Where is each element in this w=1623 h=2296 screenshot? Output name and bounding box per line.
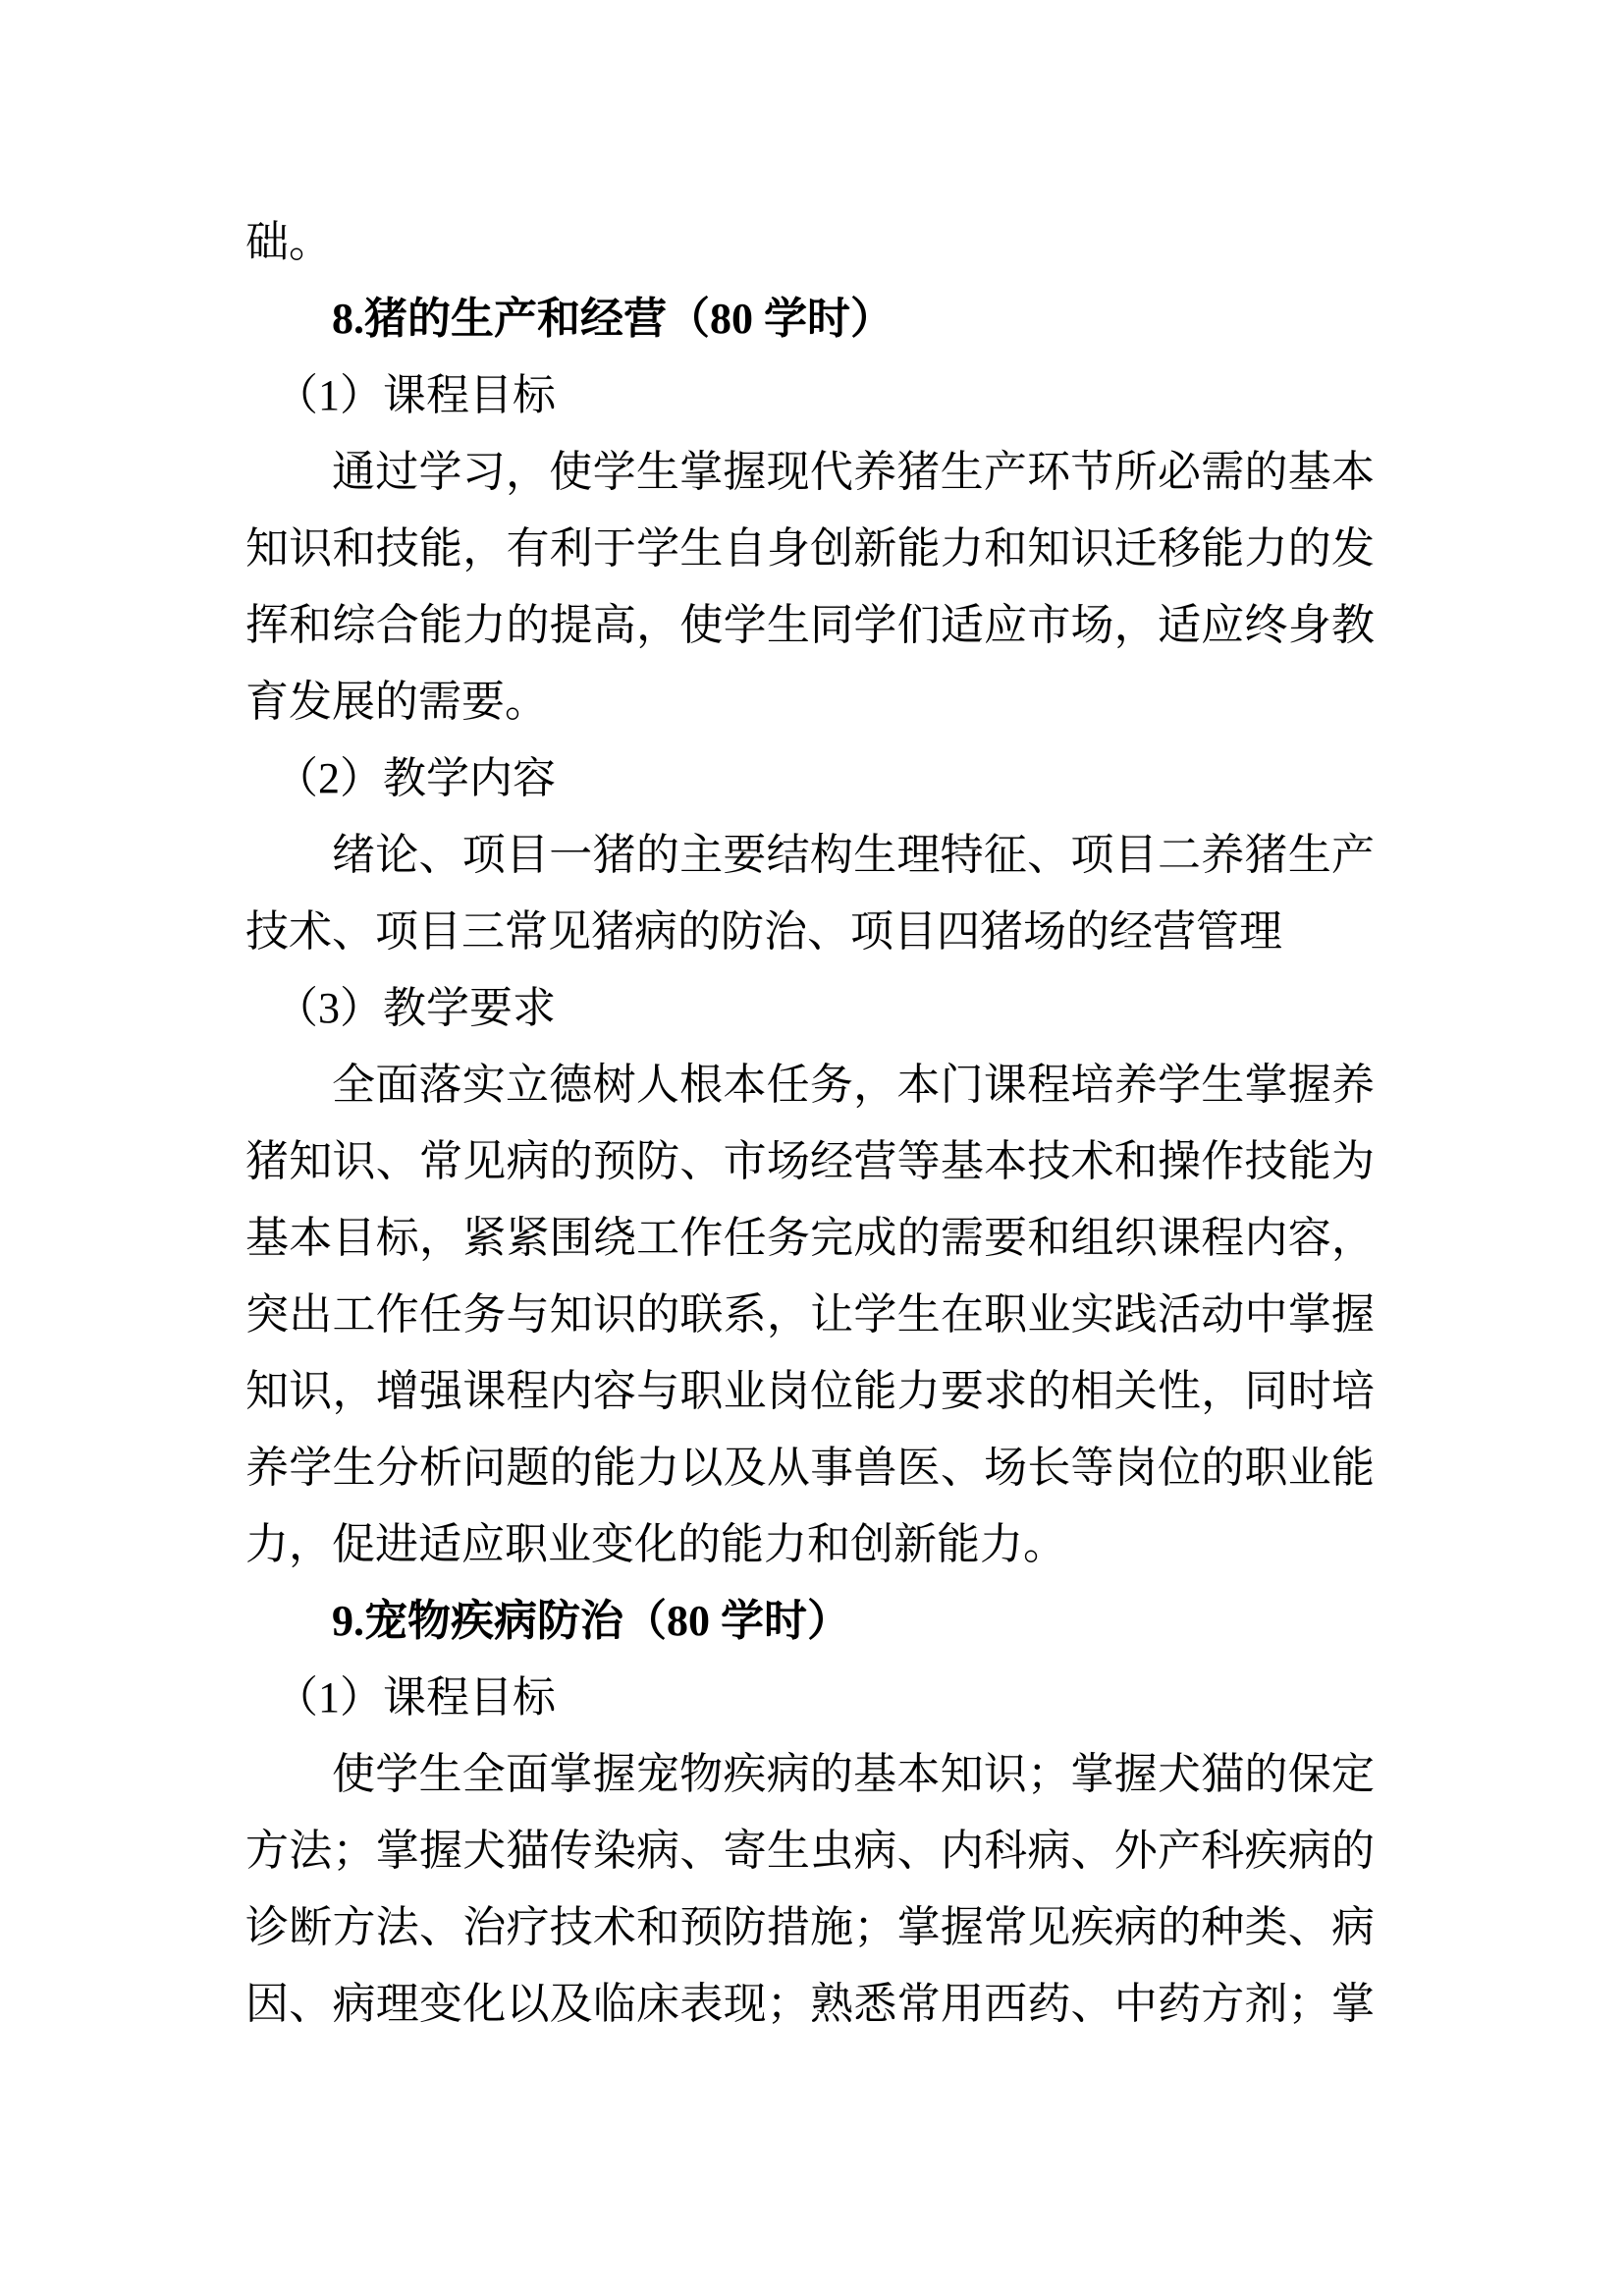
paragraph-line: 通过学习，使学生掌握现代养猪生产环节所必需的基本: [332, 448, 1375, 496]
paragraph-line: 绪论、项目一猪的主要结构生理特征、项目二养猪生产: [332, 831, 1375, 879]
paragraph-line: 知识，增强课程内容与职业岗位能力要求的相关性，同时培: [245, 1367, 1375, 1415]
paragraph-line: 技术、项目三常见猪病的防治、项目四猪场的经营管理: [245, 907, 1282, 956]
section-9-title: 9.宠物疾病防治（80 学时）: [332, 1597, 850, 1645]
s8-course-objectives-label: （1）课程目标: [275, 371, 556, 419]
paragraph-line: 育发展的需要。: [245, 678, 548, 726]
paragraph-line: 知识和技能，有利于学生自身创新能力和知识迁移能力的发: [245, 524, 1375, 573]
paragraph-line: 基本目标，紧紧围绕工作任务完成的需要和组织课程内容，: [245, 1214, 1375, 1262]
section-8-title: 8.猪的生产和经营（80 学时）: [332, 295, 893, 343]
paragraph-line: 方法；掌握犬猫传染病、寄生虫病、内科病、外产科疾病的: [245, 1827, 1375, 1875]
paragraph-line: 挥和综合能力的提高，使学生同学们适应市场，适应终身教: [245, 601, 1375, 649]
paragraph-line: 猪知识、常见病的预防、市场经营等基本技术和操作技能为: [245, 1137, 1375, 1185]
s9-course-objectives-label: （1）课程目标: [275, 1673, 556, 1722]
s8-teaching-requirements-label: （3）教学要求: [275, 984, 556, 1032]
paragraph-line: 全面落实立德树人根本任务，本门课程培养学生掌握养: [332, 1061, 1375, 1109]
paragraph-line: 力，促进适应职业变化的能力和创新能力。: [245, 1520, 1066, 1568]
continuation-text: 础。: [245, 218, 332, 266]
paragraph-line: 突出工作任务与知识的联系，让学生在职业实践活动中掌握: [245, 1290, 1375, 1339]
paragraph-line: 诊断方法、治疗技术和预防措施；掌握常见疾病的种类、病: [245, 1903, 1375, 1951]
paragraph-line: 养学生分析问题的能力以及从事兽医、场长等岗位的职业能: [245, 1444, 1375, 1492]
s8-teaching-content-label: （2）教学内容: [275, 754, 556, 802]
paragraph-line: 使学生全面掌握宠物疾病的基本知识；掌握犬猫的保定: [332, 1750, 1375, 1798]
paragraph-line: 因、病理变化以及临床表现；熟悉常用西药、中药方剂；掌: [245, 1980, 1375, 2028]
